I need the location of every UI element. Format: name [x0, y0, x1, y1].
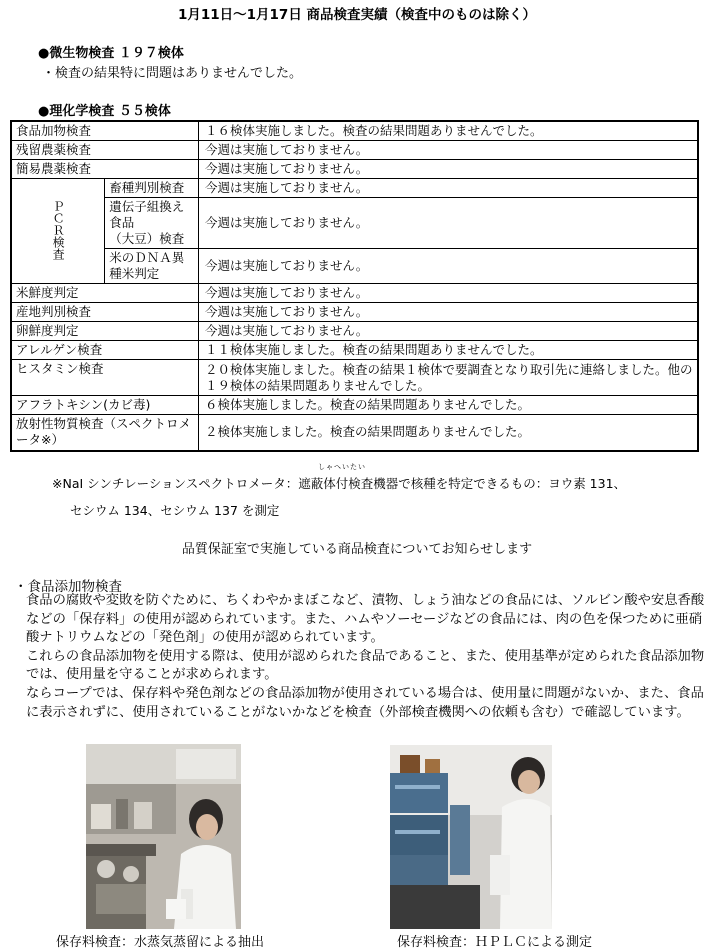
test-name: 米のＤＮＡ異種米判定: [105, 249, 199, 284]
test-result: 今週は実施しておりません。: [199, 160, 699, 179]
additive-heading: ・食品添加物検査: [14, 579, 122, 595]
test-result: ２検体実施しました。検査の結果問題ありませんでした。: [199, 415, 699, 451]
test-name: 産地判別検査: [11, 303, 199, 322]
footnote-line-1: ※NaI シンチレーションスペクトロメータ：遮蔽体付検査機器で核種を特定できるもの：ヨウ素 131、: [52, 476, 627, 491]
footnote-line-2: セシウム 134、セシウム 137 を測定: [70, 503, 280, 518]
intro-text: 品質保証室で実施している商品検査についてお知らせします: [181, 542, 533, 557]
additive-body: [26, 592, 708, 722]
ruby-annotation: しゃへいたい: [318, 463, 366, 471]
test-result: 今週は実施しておりません。: [199, 303, 699, 322]
test-result: １６検体実施しました。検査の結果問題ありませんでした。: [199, 121, 699, 141]
test-result: 今週は実施しておりません。: [199, 284, 699, 303]
microbial-heading: ●微生物検査 １９７検体: [38, 46, 184, 61]
table-row: [11, 249, 698, 284]
table-row: [11, 160, 698, 179]
table-row: [11, 341, 698, 360]
test-result: ２０検体実施しました。検査の結果１検体で要調査となり取引先に連絡しました。他の１９検体の結果問題ありませんでした。: [199, 360, 699, 396]
test-name: 食品加物検査: [11, 121, 199, 141]
test-name: 米鮮度判定: [11, 284, 199, 303]
test-name: ヒスタミン検査: [11, 360, 199, 396]
table-row: [11, 303, 698, 322]
paragraph: これらの食品添加物を使用する際は、使用が認められた食品であること、また、使用基準が定められた食品添加物では、使用量を守ることが求められます。: [26, 648, 705, 683]
test-name-text: 遺伝子組換え食品 （大豆）検査: [109, 199, 185, 246]
pcr-group-cell: [11, 179, 105, 284]
test-result: １１検体実施しました。検査の結果問題ありませんでした。: [199, 341, 699, 360]
test-name: [105, 198, 199, 249]
table-row: [11, 198, 698, 249]
test-name: アフラトキシン(カビ毒): [11, 396, 199, 415]
test-result: 今週は実施しておりません。: [199, 249, 699, 284]
table-row: [11, 322, 698, 341]
table-row: [11, 121, 698, 141]
photo-caption-left: 保存料検査：水蒸気蒸留による抽出: [56, 935, 265, 950]
test-name: アレルゲン検査: [11, 341, 199, 360]
paragraph: 食品の腐敗や変敗を防ぐために、ちくわやかまぼこなど、漬物、しょう油などの食品には、ソルビン酸や安息香酸などの「保存料」の使用が認められています。また、ハムやソーセージなどの食品には、肉の色を保つために亜硝酸ナトリウムなどの「発色剤」の使用が認められています。: [26, 593, 705, 646]
hplc-photo-illustration: [390, 745, 552, 929]
physchem-heading: ●理化学検査 ５５検体: [38, 104, 171, 119]
test-result: 今週は実施しておりません。: [199, 322, 699, 341]
page-title: 1月11日～1月17日 商品検査実績（検査中のものは除く）: [177, 7, 537, 23]
test-result: 今週は実施しておりません。: [199, 198, 699, 249]
test-result: 今週は実施しておりません。: [199, 179, 699, 198]
photo-steam-distillation: [86, 744, 241, 929]
table-row: [11, 396, 698, 415]
table-row: [11, 415, 698, 451]
test-name: 放射性物質検査（スペクトロメータ※）: [11, 415, 199, 451]
inspection-results-table: [10, 120, 699, 452]
test-result: ６検体実施しました。検査の結果問題ありませんでした。: [199, 396, 699, 415]
test-name: 簡易農薬検査: [11, 160, 199, 179]
table-row: [11, 284, 698, 303]
pcr-label: ＰＣＲ検査: [51, 199, 66, 260]
photo-caption-right: 保存料検査：ＨＰＬＣによる測定: [397, 935, 593, 950]
lab-photo-illustration: [86, 744, 241, 929]
paragraph: ならコープでは、保存料や発色剤などの食品添加物が使用されている場合は、使用量に問題がないか、また、食品に表示されずに、使用されていることがないかなどを検査（外部検査機関への依頼も含む）で確認しています。: [26, 685, 704, 720]
table-row: [11, 141, 698, 160]
microbial-note: ・検査の結果特に問題はありませんでした。: [42, 66, 303, 81]
table-row: [11, 360, 698, 396]
test-name: 残留農薬検査: [11, 141, 199, 160]
test-name: 畜種判別検査: [105, 179, 199, 198]
test-result: 今週は実施しておりません。: [199, 141, 699, 160]
table-row: [11, 179, 698, 198]
test-name: 卵鮮度判定: [11, 322, 199, 341]
photo-hplc: [390, 745, 552, 929]
